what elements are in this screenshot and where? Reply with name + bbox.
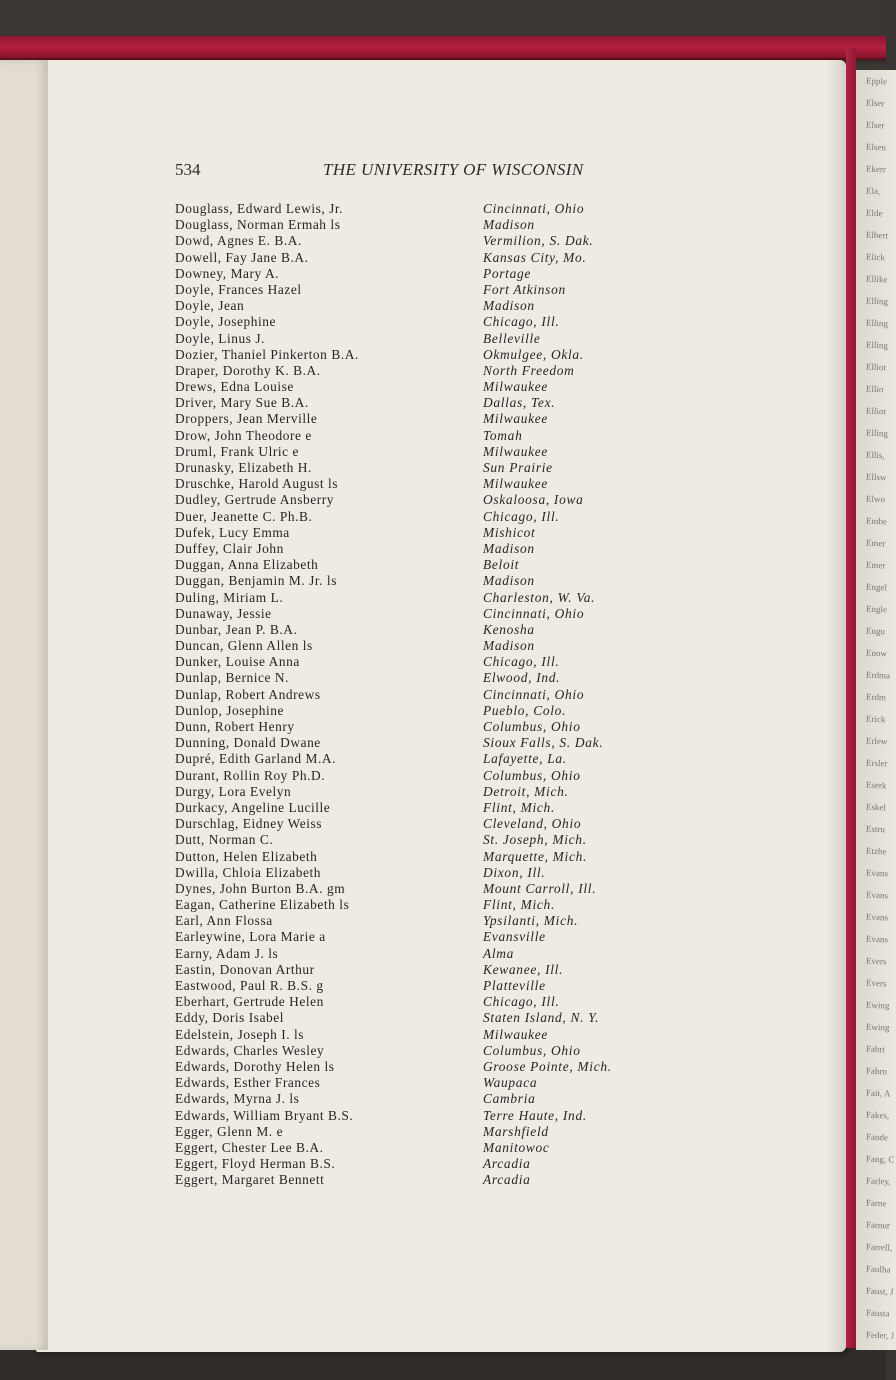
entry-place: Staten Island, N. Y. (483, 1010, 600, 1026)
book-cover-right-edge (846, 48, 856, 1348)
adjacent-page-fragment: Elling (865, 295, 889, 307)
adjacent-page-fragment: Elser (865, 119, 885, 131)
directory-entry (175, 331, 655, 347)
entry-place: Vermilion, S. Dak. (483, 233, 594, 249)
adjacent-page-fragment: Fang, C (865, 1153, 895, 1165)
adjacent-page-fragment: Fausta (865, 1307, 890, 1319)
entry-place: Dallas, Tex. (483, 395, 556, 411)
entry-place: Beloit (483, 557, 520, 573)
entry-name: Dupré, Edith Garland M.A. (175, 751, 337, 767)
adjacent-page-fragment: Fabri (865, 1043, 886, 1055)
adjacent-page-fragment: Erdma (865, 669, 891, 681)
adjacent-page-fragment: Elick (865, 251, 886, 263)
entry-place: Milwaukee (483, 1026, 549, 1042)
directory-entry (175, 1075, 655, 1091)
entry-place: Charleston, W. Va. (483, 589, 596, 605)
entry-place: Madison (483, 638, 535, 654)
adjacent-page-fragment: Elser (865, 97, 885, 109)
adjacent-page-fragment: Feder, J (865, 1329, 895, 1341)
directory-entry (175, 1172, 655, 1188)
entry-name: Doyle, Jean (175, 298, 245, 314)
entry-place: Milwaukee (483, 476, 549, 492)
adjacent-page-fragment: Evans (865, 889, 889, 901)
directory-entry (175, 606, 655, 622)
entry-place: Flint, Mich. (483, 799, 555, 815)
entry-name: Edwards, Charles Wesley (175, 1042, 325, 1058)
adjacent-page-fragment: Elliot (865, 361, 887, 373)
entry-place: Arcadia (483, 1172, 531, 1188)
directory-entry (175, 849, 655, 865)
entry-place: Lafayette, La. (483, 751, 567, 767)
entry-name: Dutton, Helen Elizabeth (175, 848, 318, 864)
entry-name: Edwards, Dorothy Helen ls (175, 1058, 335, 1074)
adjacent-page-fragment: Elde (865, 207, 883, 219)
entry-name: Eddy, Doris Isabel (175, 1010, 285, 1026)
directory-entry (175, 282, 655, 298)
directory-entry (175, 395, 655, 411)
adjacent-page-fragment: Engel (865, 581, 888, 593)
entry-place: Chicago, Ill. (483, 654, 560, 670)
entry-name: Doyle, Frances Hazel (175, 281, 302, 297)
adjacent-page-fragment: Farley, (865, 1175, 891, 1187)
adjacent-page-fragment: Faust, J (865, 1285, 894, 1297)
entry-name: Eberhart, Gertrude Helen (175, 994, 324, 1010)
adjacent-page-fragment: Etzbe (865, 845, 887, 857)
adjacent-page-fragment: Ewing (865, 999, 890, 1011)
adjacent-page-fragment: Erlew (865, 735, 888, 747)
entry-name: Dufek, Lucy Emma (175, 524, 290, 540)
page-header (175, 160, 645, 184)
adjacent-page-fragment: Farne (865, 1197, 887, 1209)
entry-name: Earl, Ann Flossa (175, 913, 273, 929)
adjacent-page-fragment: Erdm (865, 691, 887, 703)
entry-name: Eggert, Chester Lee B.A. (175, 1139, 324, 1155)
entry-place: Kansas City, Mo. (483, 249, 587, 265)
directory-entry (175, 768, 655, 784)
entry-place: Columbus, Ohio (483, 1042, 581, 1058)
entry-place: Elwood, Ind. (483, 670, 561, 686)
directory-entry (175, 638, 655, 654)
directory-entry (175, 298, 655, 314)
entry-name: Dozier, Thaniel Pinkerton B.A. (175, 346, 359, 362)
directory-entry (175, 929, 655, 945)
book-cover-top-edge (0, 36, 886, 60)
adjacent-page-fragment: Emer (865, 537, 886, 549)
directory-entry (175, 1059, 655, 1075)
directory-entry (175, 703, 655, 719)
adjacent-page-fragment: Fahrn (865, 1065, 888, 1077)
directory-entry (175, 978, 655, 994)
adjacent-page-fragment: Evers (865, 977, 887, 989)
adjacent-page-fragment: Enow (865, 647, 888, 659)
entry-place: Cambria (483, 1091, 536, 1107)
adjacent-page-fragment: Elwo (865, 493, 886, 505)
directory-entry (175, 573, 655, 589)
entry-place: Fort Atkinson (483, 281, 566, 297)
page-number: 534 (175, 160, 201, 179)
entry-place: Platteville (483, 978, 546, 993)
entry-place: Marshfield (483, 1123, 549, 1139)
directory-entry (175, 1043, 655, 1059)
directory-entry (175, 525, 655, 541)
directory-entry (175, 314, 655, 330)
adjacent-page-fragment: Evans (865, 867, 889, 879)
entry-place: Columbus, Ohio (483, 767, 581, 783)
entry-place: Flint, Mich. (483, 897, 555, 913)
directory-entry (175, 670, 655, 686)
entry-place: Detroit, Mich. (483, 783, 569, 799)
directory-list (175, 201, 655, 1188)
entry-name: Dunning, Donald Dwane (175, 735, 321, 751)
entry-name: Dynes, John Burton B.A. gm (175, 880, 346, 896)
adjacent-page-fragment: Faulha (865, 1263, 891, 1275)
entry-place: Chicago, Ill. (483, 508, 560, 524)
directory-entry (175, 687, 655, 703)
directory-entry (175, 233, 655, 249)
entry-place: Oskaloosa, Iowa (483, 492, 584, 508)
directory-entry (175, 784, 655, 800)
adjacent-page-fragment: Ela, (865, 185, 881, 197)
directory-entry (175, 881, 655, 897)
directory-entry (175, 266, 655, 282)
adjacent-page-fragment: Ewing (865, 1021, 890, 1033)
directory-entry (175, 250, 655, 266)
entry-place: Cleveland, Ohio (483, 816, 582, 832)
adjacent-page-fragment: Engle (865, 603, 888, 615)
entry-name: Durkacy, Angeline Lucille (175, 799, 331, 815)
entry-place: Madison (483, 217, 535, 233)
entry-place: Alma (483, 945, 515, 961)
entry-name: Duling, Miriam L. (175, 589, 284, 605)
adjacent-page-edge (856, 70, 896, 1350)
directory-entry (175, 492, 655, 508)
directory-entry (175, 1091, 655, 1107)
entry-place: Dixon, Ill. (483, 864, 546, 880)
adjacent-page-fragment: Emer (865, 559, 886, 571)
entry-place: Sun Prairie (483, 460, 553, 475)
adjacent-page-fragment: Farnur (865, 1219, 891, 1231)
entry-name: Duffey, Clair John (175, 540, 284, 556)
adjacent-page-fragment: Evers (865, 955, 887, 967)
entry-name: Duncan, Glenn Allen ls (175, 638, 313, 654)
adjacent-page-fragment: Fakes, (865, 1109, 890, 1121)
adjacent-page-fragment: Eserk (865, 779, 887, 791)
entry-name: Dunn, Robert Henry (175, 719, 295, 734)
entry-name: Druml, Frank Ulric e (175, 443, 300, 459)
adjacent-page-fragment: Erick (865, 713, 886, 725)
entry-name: Doyle, Josephine (175, 314, 277, 330)
directory-entry (175, 1124, 655, 1140)
directory-entry (175, 719, 655, 735)
entry-place: Cincinnati, Ohio (483, 605, 585, 621)
adjacent-page-fragment: Embe (865, 515, 888, 527)
directory-entry (175, 444, 655, 460)
entry-place: Mount Carroll, Ill. (483, 880, 597, 896)
entry-name: Driver, Mary Sue B.A. (175, 395, 309, 411)
directory-entry (175, 1027, 655, 1043)
adjacent-page-fragment: Evans (865, 933, 889, 945)
entry-name: Durgy, Lora Evelyn (175, 783, 292, 799)
adjacent-page-fragment: Epple (865, 75, 888, 87)
entry-name: Egger, Glenn M. e (175, 1123, 284, 1139)
entry-place: Marquette, Mich. (483, 848, 588, 864)
entry-name: Dunlap, Bernice N. (175, 670, 290, 686)
entry-name: Eggert, Floyd Herman B.S. (175, 1156, 336, 1172)
directory-entry (175, 1140, 655, 1156)
entry-place: Chicago, Ill. (483, 314, 560, 330)
directory-entry (175, 735, 655, 751)
directory-entry (175, 476, 655, 492)
entry-place: Madison (483, 298, 535, 314)
entry-name: Dunker, Louise Anna (175, 654, 300, 670)
entry-place: Columbus, Ohio (483, 719, 581, 734)
entry-name: Edwards, Myrna J. ls (175, 1091, 300, 1107)
directory-entry (175, 541, 655, 557)
entry-name: Dwilla, Chloia Elizabeth (175, 864, 321, 880)
directory-entry (175, 460, 655, 476)
entry-place: Terre Haute, Ind. (483, 1107, 587, 1123)
adjacent-page-fragment: Ellio (865, 383, 884, 395)
entry-name: Dowd, Agnes E. B.A. (175, 233, 302, 249)
entry-name: Duggan, Anna Elizabeth (175, 557, 319, 573)
adjacent-page-fragment: Elliot (865, 405, 887, 417)
entry-place: Portage (483, 265, 532, 281)
entry-place: Waupaca (483, 1075, 538, 1091)
directory-entry (175, 865, 655, 881)
directory-entry (175, 201, 655, 217)
entry-name: Dunlop, Josephine (175, 702, 285, 718)
directory-entry (175, 590, 655, 606)
adjacent-page-fragment: Elsen (865, 141, 887, 153)
entry-place: St. Joseph, Mich. (483, 832, 587, 848)
entry-place: Milwaukee (483, 443, 549, 459)
adjacent-page-fragment: Fait, A (865, 1087, 891, 1099)
directory-entry (175, 428, 655, 444)
directory-entry (175, 962, 655, 978)
directory-entry (175, 1010, 655, 1026)
entry-name: Dunlap, Robert Andrews (175, 686, 321, 702)
directory-entry (175, 897, 655, 913)
entry-name: Dunbar, Jean P. B.A. (175, 621, 298, 637)
entry-place: Sioux Falls, S. Dak. (483, 735, 604, 751)
directory-entry (175, 411, 655, 427)
adjacent-page-fragment: Fande (865, 1131, 889, 1143)
entry-name: Edwards, Esther Frances (175, 1075, 321, 1091)
entry-place: Manitowoc (483, 1139, 550, 1155)
directory-entry (175, 347, 655, 363)
directory-entry (175, 946, 655, 962)
directory-entry (175, 832, 655, 848)
adjacent-page-fragment: Ellike (865, 273, 888, 285)
directory-entry (175, 1156, 655, 1172)
entry-name: Druschke, Harold August ls (175, 476, 339, 492)
entry-place: Pueblo, Colo. (483, 702, 567, 718)
entry-name: Drunasky, Elizabeth H. (175, 460, 312, 475)
directory-entry (175, 379, 655, 395)
directory-entry (175, 800, 655, 816)
entry-name: Eagan, Catherine Elizabeth ls (175, 897, 350, 913)
entry-place: Groose Pointe, Mich. (483, 1058, 612, 1074)
entry-place: Cincinnati, Ohio (483, 686, 585, 702)
adjacent-page-fragment: Eskel (865, 801, 887, 813)
entry-name: Dutt, Norman C. (175, 832, 274, 848)
entry-name: Duggan, Benjamin M. Jr. ls (175, 573, 337, 589)
entry-place: Cincinnati, Ohio (483, 201, 585, 216)
entry-place: Kenosha (483, 621, 535, 637)
entry-place: Okmulgee, Okla. (483, 346, 584, 362)
entry-name: Doyle, Linus J. (175, 330, 266, 346)
entry-name: Draper, Dorothy K. B.A. (175, 362, 321, 378)
directory-entry (175, 622, 655, 638)
entry-name: Downey, Mary A. (175, 265, 280, 281)
entry-name: Dunaway, Jessie (175, 605, 272, 621)
entry-name: Earleywine, Lora Marie a (175, 929, 326, 945)
directory-entry (175, 751, 655, 767)
entry-place: Madison (483, 540, 535, 556)
entry-place: Arcadia (483, 1156, 531, 1172)
entry-place: Belleville (483, 330, 541, 346)
entry-name: Eggert, Margaret Bennett (175, 1172, 325, 1188)
entry-name: Dowell, Fay Jane B.A. (175, 249, 309, 265)
adjacent-page-fragment: Elbert (865, 229, 889, 241)
page-edges (0, 60, 48, 1350)
directory-entry (175, 913, 655, 929)
entry-name: Douglass, Norman Ermah ls (175, 217, 341, 233)
entry-name: Drews, Edna Louise (175, 379, 294, 395)
adjacent-page-fragment: Evans (865, 911, 889, 923)
entry-name: Edelstein, Joseph I. ls (175, 1026, 305, 1042)
entry-name: Duer, Jeanette C. Ph.B. (175, 508, 313, 524)
directory-entry (175, 654, 655, 670)
entry-name: Eastin, Donovan Arthur (175, 961, 315, 977)
entry-place: Mishicot (483, 524, 536, 540)
directory-entry (175, 509, 655, 525)
entry-name: Dudley, Gertrude Ansberry (175, 492, 335, 508)
directory-entry (175, 994, 655, 1010)
adjacent-page-fragment: Ellsw (865, 471, 887, 483)
entry-name: Earny, Adam J. ls (175, 945, 279, 961)
directory-entry (175, 217, 655, 233)
directory-entry (175, 1108, 655, 1124)
adjacent-page-fragment: Farrell, (865, 1241, 893, 1253)
adjacent-page-fragment: Estru (865, 823, 886, 835)
adjacent-page-fragment: Elling (865, 427, 889, 439)
entry-place: North Freedom (483, 362, 575, 378)
entry-name: Eastwood, Paul R. B.S. g (175, 978, 324, 993)
entry-place: Milwaukee (483, 379, 549, 395)
entry-name: Droppers, Jean Merville (175, 411, 318, 427)
adjacent-page-fragment: Engu (865, 625, 886, 637)
adjacent-page-fragment: Ellis, (865, 449, 885, 461)
entry-place: Madison (483, 573, 535, 589)
adjacent-page-fragment: Ersler (865, 757, 888, 769)
adjacent-page-fragment: Ekerr (865, 163, 887, 175)
entry-name: Edwards, William Bryant B.S. (175, 1107, 354, 1123)
entry-place: Ypsilanti, Mich. (483, 913, 579, 929)
entry-name: Drow, John Theodore e (175, 427, 312, 443)
entry-place: Chicago, Ill. (483, 994, 560, 1010)
running-title: THE UNIVERSITY OF WISCONSIN (323, 160, 584, 179)
entry-place: Evansville (483, 929, 546, 945)
entry-name: Douglass, Edward Lewis, Jr. (175, 201, 344, 216)
page-gutter-shadow (826, 60, 848, 1352)
adjacent-page-fragment: Elling (865, 339, 889, 351)
entry-place: Milwaukee (483, 411, 549, 427)
adjacent-page-fragment: Elling (865, 317, 889, 329)
entry-name: Durschlag, Eidney Weiss (175, 816, 323, 832)
directory-entry (175, 557, 655, 573)
directory-entry (175, 363, 655, 379)
directory-entry (175, 816, 655, 832)
entry-place: Tomah (483, 427, 523, 443)
entry-name: Durant, Rollin Roy Ph.D. (175, 767, 326, 783)
entry-place: Kewanee, Ill. (483, 961, 564, 977)
